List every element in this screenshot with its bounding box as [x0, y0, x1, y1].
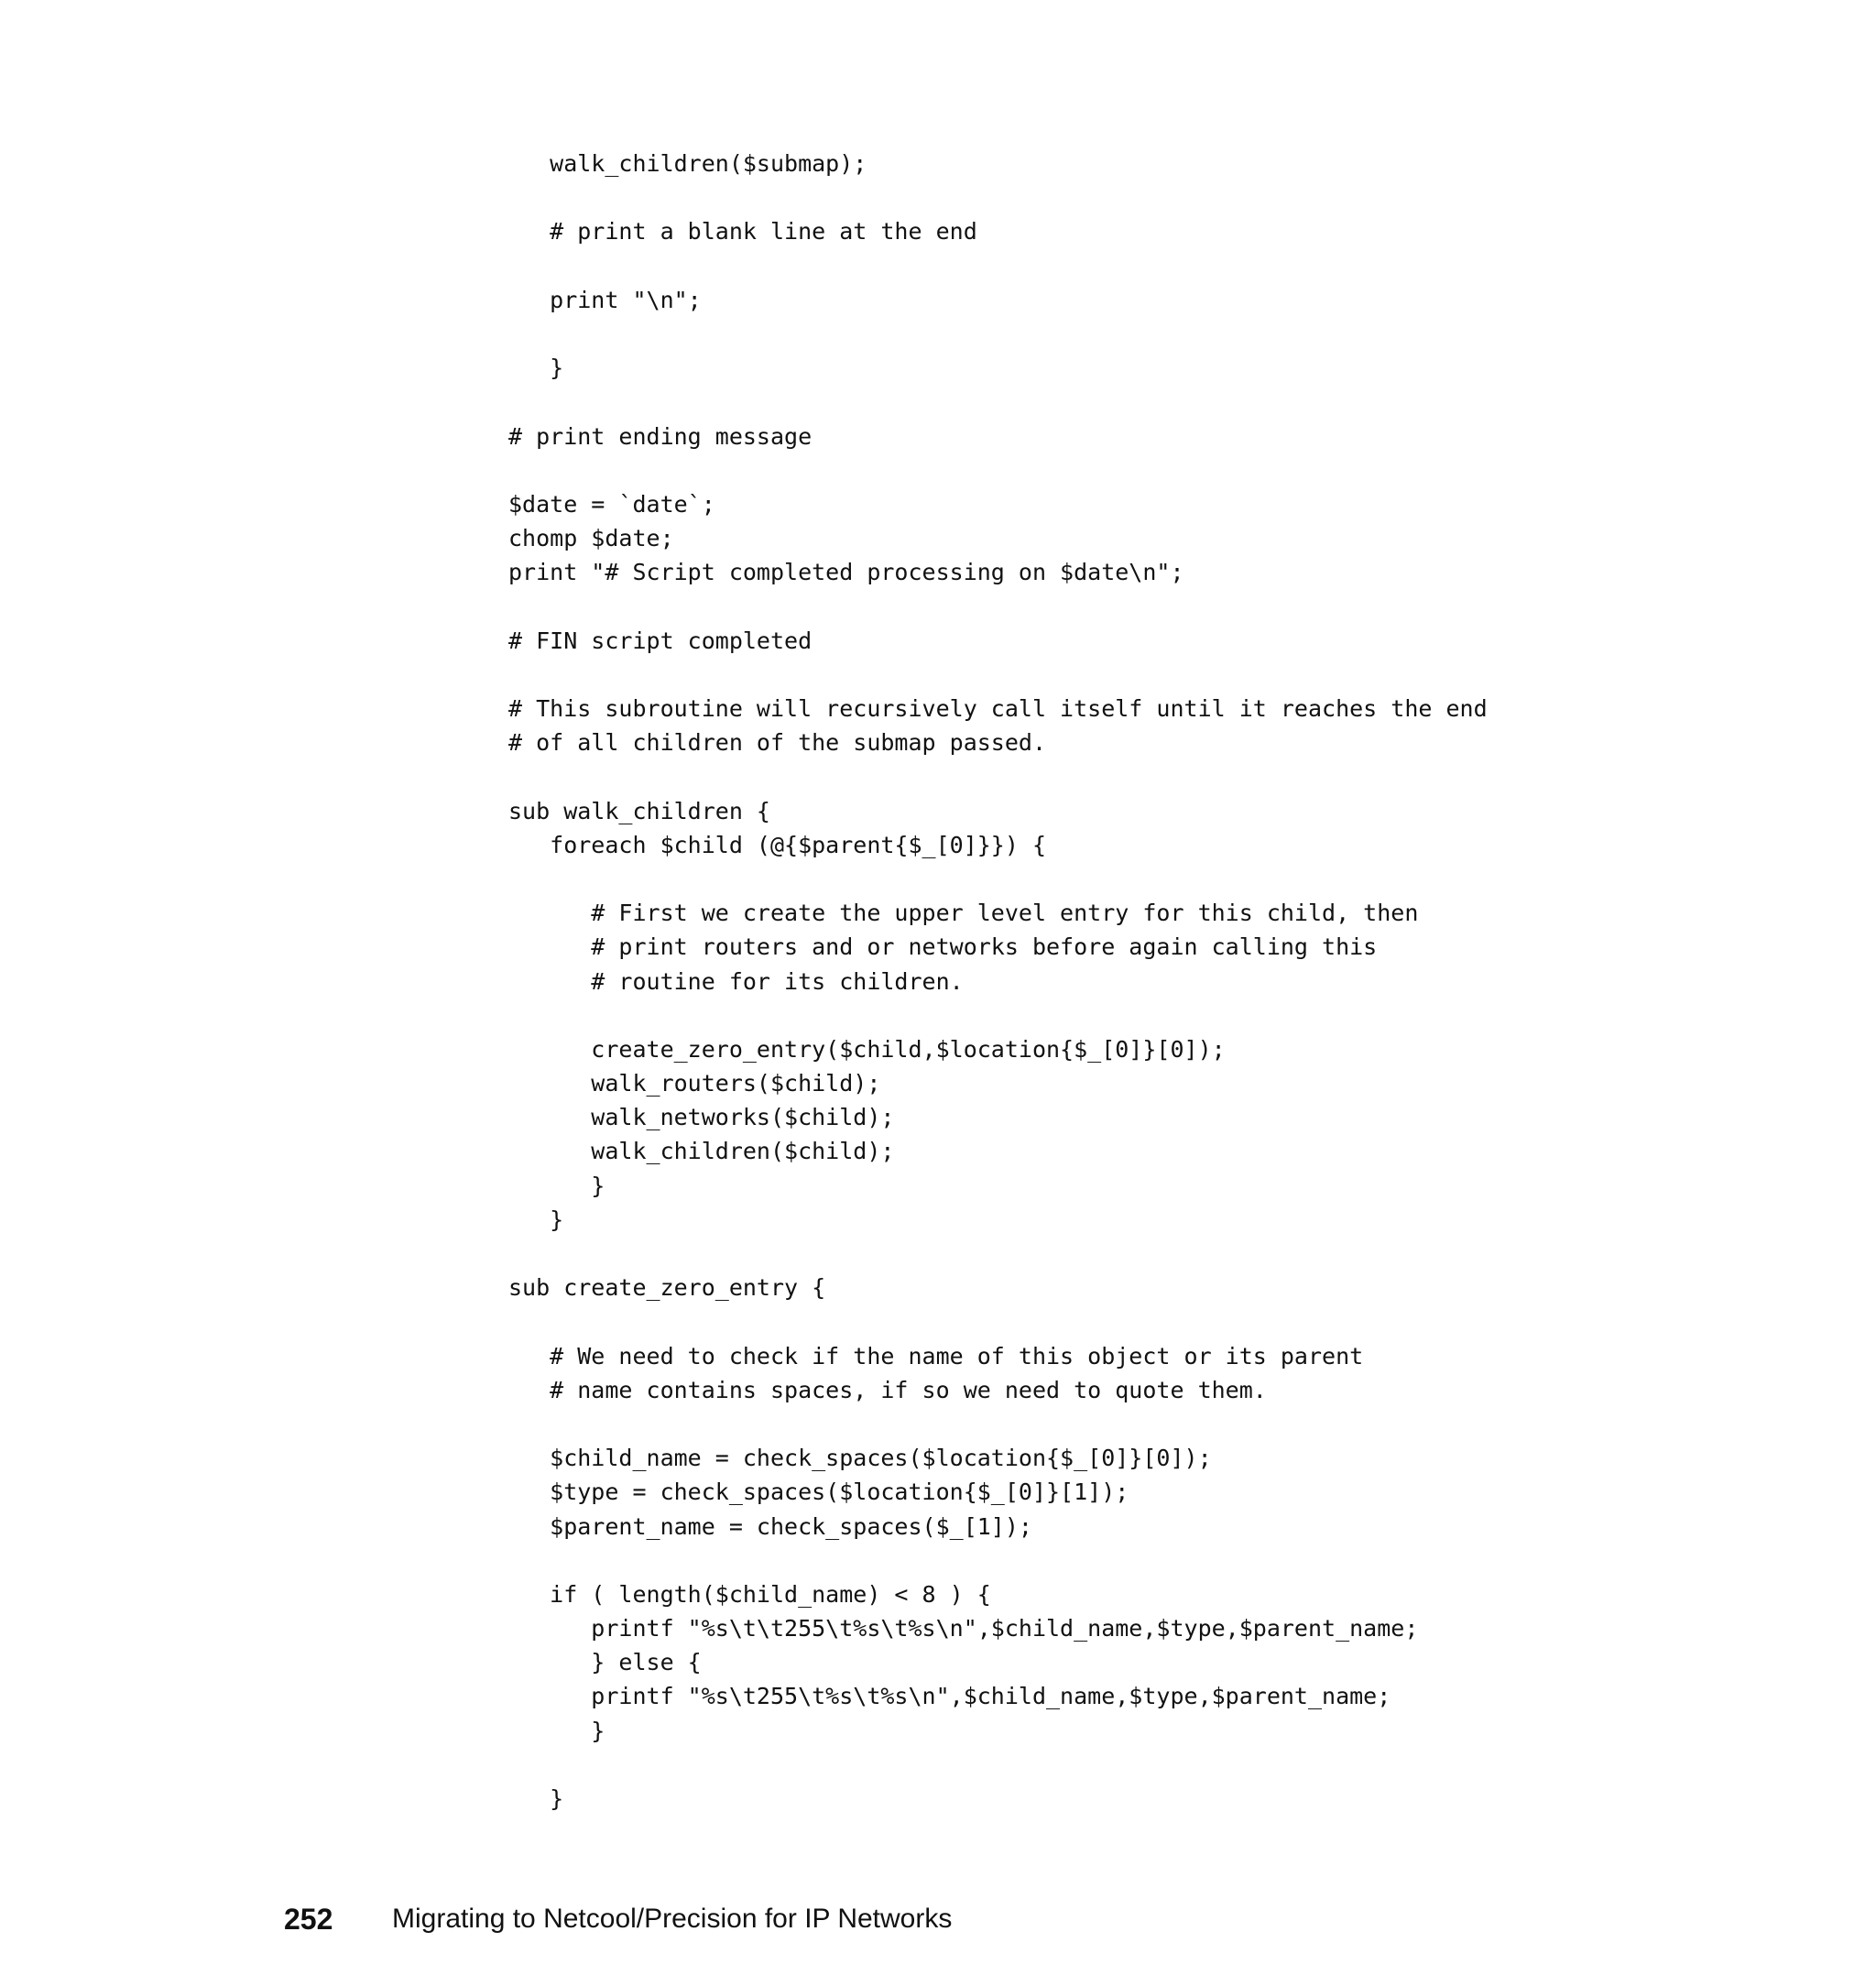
- code-line: foreach $child (@{$parent{$_[0]}}) {: [508, 831, 1046, 858]
- code-line: $date = `date`;: [508, 490, 715, 518]
- code-line: $child_name = check_spaces($location{$_[0]}[0]);: [508, 1445, 1212, 1472]
- code-line: }: [508, 355, 564, 382]
- code-listing: [508, 147, 1488, 1816]
- code-line: [508, 862, 1488, 896]
- code-line: if ( length($child_name) < 8 ) {: [508, 1580, 991, 1608]
- code-line: # First we create the upper level entry for this child, then: [508, 900, 1419, 927]
- code-line: walk_routers($child);: [508, 1070, 881, 1097]
- code-line: [508, 180, 1488, 214]
- code-line: [508, 759, 1488, 793]
- code-line: }: [508, 1172, 605, 1199]
- code-line: walk_children($child);: [508, 1138, 895, 1165]
- page-footer: [284, 1896, 952, 1942]
- page-number: 252: [284, 1902, 333, 1936]
- code-line: printf "%s\t\t255\t%s\t%s\n",$child_name,$type,$parent_name;: [508, 1615, 1419, 1642]
- code-line: [508, 1407, 1488, 1441]
- code-line: walk_children($submap);: [508, 150, 867, 177]
- code-line: [508, 249, 1488, 283]
- code-line: [508, 1748, 1488, 1782]
- code-line: # print ending message: [508, 422, 813, 450]
- code-line: [508, 1304, 1488, 1338]
- code-line: [508, 317, 1488, 351]
- code-line: }: [508, 1206, 564, 1233]
- code-line: print "\n";: [508, 286, 702, 313]
- code-line: # FIN script completed: [508, 627, 813, 654]
- code-line: # We need to check if the name of this object or its parent: [508, 1342, 1364, 1369]
- book-title: Migrating to Netcool/Precision for IP Networks: [392, 1904, 953, 1934]
- code-line: [508, 385, 1488, 419]
- code-line: create_zero_entry($child,$location{$_[0]}[0]);: [508, 1035, 1226, 1063]
- code-line: print "# Script completed processing on $date\n";: [508, 559, 1184, 586]
- code-line: # routine for its children.: [508, 967, 964, 995]
- code-line: [508, 1237, 1488, 1271]
- code-line: [508, 589, 1488, 623]
- code-line: }: [508, 1785, 564, 1812]
- code-line: [508, 658, 1488, 692]
- code-line: walk_networks($child);: [508, 1104, 895, 1131]
- code-line: } else {: [508, 1649, 702, 1676]
- code-line: sub walk_children {: [508, 797, 770, 824]
- code-line: [508, 1544, 1488, 1577]
- code-line: }: [508, 1717, 605, 1744]
- code-line: # print routers and or networks before again calling this: [508, 933, 1378, 961]
- code-line: printf "%s\t255\t%s\t%s\n",$child_name,$type,$parent_name;: [508, 1683, 1391, 1710]
- code-line: $type = check_spaces($location{$_[0]}[1]);: [508, 1479, 1129, 1506]
- code-line: # print a blank line at the end: [508, 218, 977, 246]
- code-line: sub create_zero_entry {: [508, 1274, 826, 1302]
- code-line: # This subroutine will recursively call itself until it reaches the end: [508, 695, 1488, 722]
- code-line: # of all children of the submap passed.: [508, 729, 1046, 757]
- code-line: $parent_name = check_spaces($_[1]);: [508, 1512, 1032, 1540]
- code-line: [508, 453, 1488, 487]
- code-line: chomp $date;: [508, 525, 674, 552]
- code-line: # name contains spaces, if so we need to quote them.: [508, 1376, 1267, 1403]
- code-line: [508, 998, 1488, 1032]
